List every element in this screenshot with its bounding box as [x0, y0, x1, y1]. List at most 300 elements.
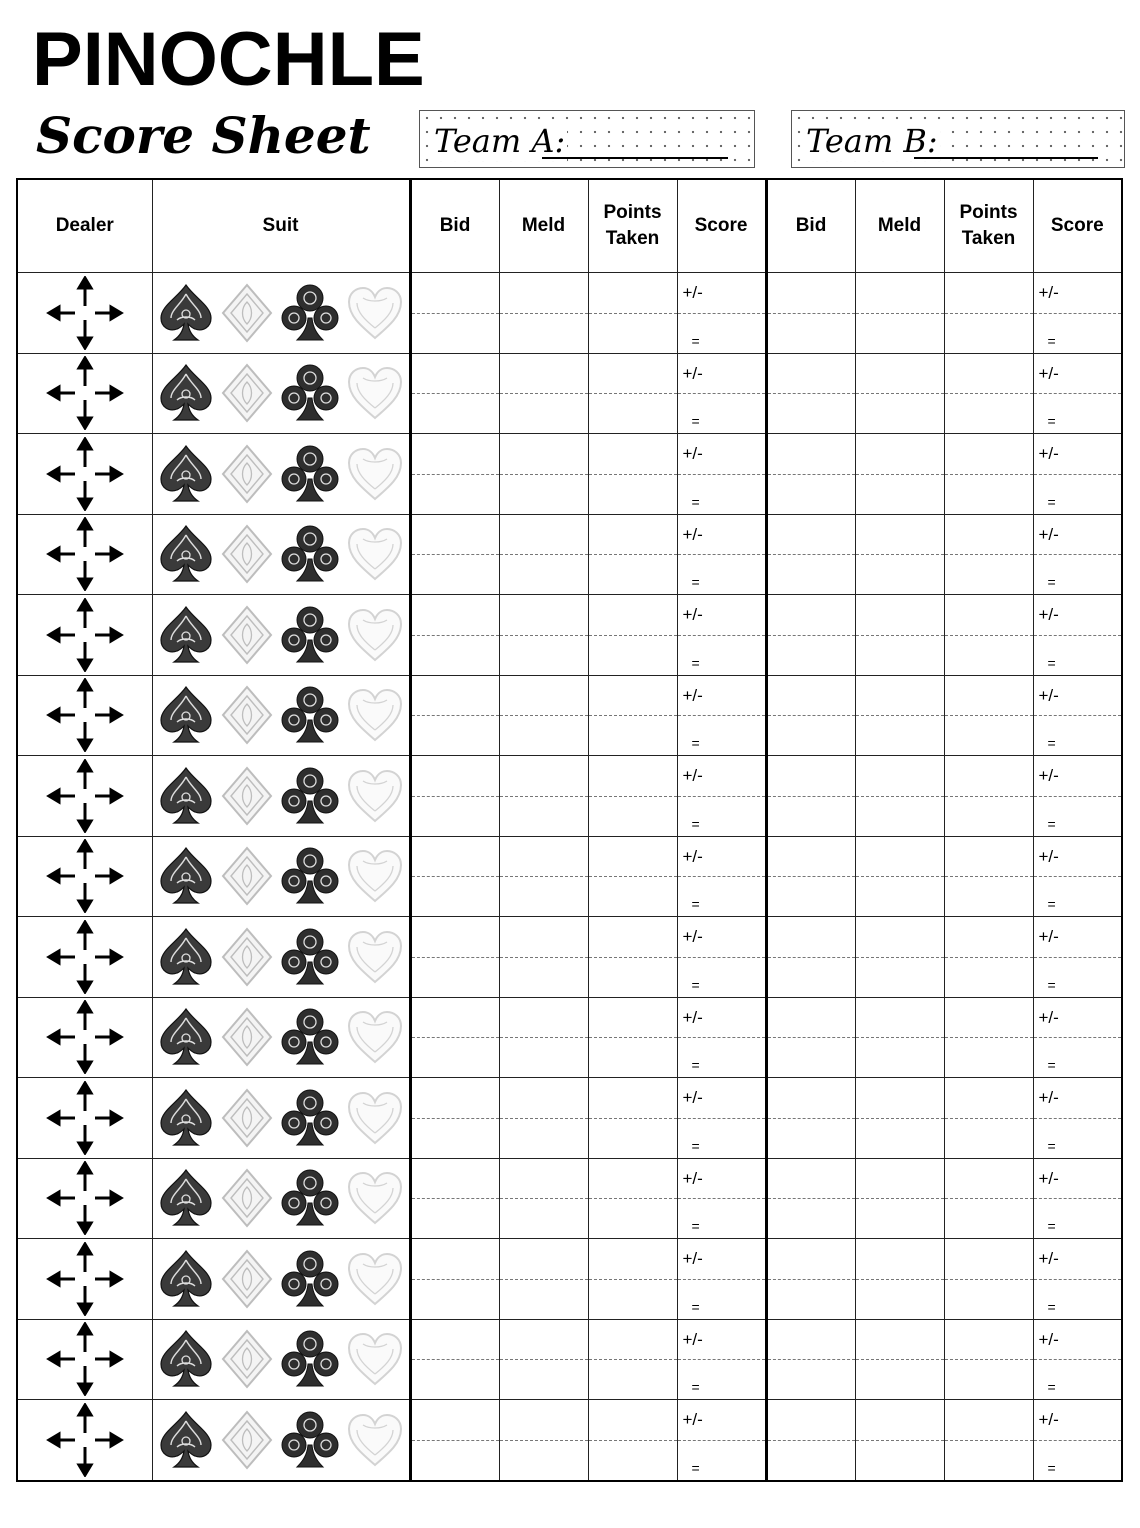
dealer-cell[interactable] — [17, 353, 152, 434]
team-a-score-cell[interactable] — [677, 675, 766, 756]
team-b-name-line[interactable] — [914, 157, 1098, 159]
spade-icon — [157, 523, 215, 585]
dealer-cell[interactable] — [17, 273, 152, 354]
spade-icon — [157, 282, 215, 344]
team-a-score-cell[interactable] — [677, 1078, 766, 1159]
diamond-icon — [219, 1409, 275, 1471]
diamond-icon — [219, 1087, 275, 1149]
table-row — [17, 1158, 1122, 1239]
plus-minus-label: +/- — [682, 363, 703, 383]
team-b-bid-cell[interactable] — [766, 1319, 855, 1400]
suit-cell[interactable] — [152, 756, 410, 837]
dealer-cell[interactable] — [17, 917, 152, 998]
team-a-meld-cell[interactable] — [499, 836, 588, 917]
equals-label: = — [1047, 896, 1056, 912]
team-b-meld-cell[interactable] — [855, 434, 944, 515]
club-icon — [279, 282, 341, 344]
dealer-compass-icon — [45, 437, 125, 511]
equals-label: = — [1047, 1218, 1056, 1234]
team-a-points-taken-cell[interactable] — [588, 1319, 677, 1400]
heart-icon — [345, 525, 405, 583]
team-b-bid-cell[interactable] — [766, 1158, 855, 1239]
spade-icon — [157, 926, 215, 988]
header-team-b-score: Score — [1033, 179, 1122, 273]
plus-minus-label: +/- — [1038, 846, 1059, 866]
team-a-meld-cell[interactable] — [499, 353, 588, 434]
team-b-points-taken-cell[interactable] — [944, 917, 1033, 998]
heart-icon — [345, 364, 405, 422]
team-b-bid-cell[interactable] — [766, 595, 855, 676]
team-b-points-taken-cell[interactable] — [944, 434, 1033, 515]
dealer-compass-icon — [45, 839, 125, 913]
team-a-points-taken-cell[interactable] — [588, 1078, 677, 1159]
heart-icon — [345, 1089, 405, 1147]
team-b-bid-cell[interactable] — [766, 1400, 855, 1481]
team-a-meld-cell[interactable] — [499, 917, 588, 998]
team-b-score-cell[interactable] — [1033, 273, 1122, 354]
diamond-icon — [219, 443, 275, 505]
plus-minus-label: +/- — [682, 927, 703, 946]
spade-icon — [157, 765, 215, 827]
equals-label: = — [1047, 654, 1056, 671]
equals-label: = — [1047, 1459, 1056, 1476]
team-a-points-taken-cell[interactable] — [588, 756, 677, 837]
team-a-meld-cell[interactable] — [499, 1078, 588, 1159]
equals-label: = — [1047, 815, 1056, 832]
diamond-icon — [219, 523, 275, 585]
dealer-compass-icon — [45, 1161, 125, 1235]
team-b-points-taken-cell[interactable] — [944, 273, 1033, 354]
plus-minus-label: +/- — [1038, 1410, 1059, 1429]
header-suit: Suit — [152, 179, 410, 273]
team-b-bid-cell[interactable] — [766, 836, 855, 917]
spade-icon — [157, 1248, 215, 1310]
team-b-meld-cell[interactable] — [855, 1319, 944, 1400]
heart-icon — [345, 1008, 405, 1066]
team-a-bid-cell[interactable] — [410, 836, 499, 917]
team-a-meld-cell[interactable] — [499, 434, 588, 515]
equals-label: = — [1047, 976, 1056, 993]
team-a-score-cell[interactable] — [677, 836, 766, 917]
header-team-b-meld: Meld — [855, 179, 944, 273]
spade-icon — [157, 684, 215, 746]
team-b-meld-cell[interactable] — [855, 595, 944, 676]
table-row — [17, 434, 1122, 515]
equals-label: = — [1047, 1057, 1056, 1073]
suit-cell[interactable] — [152, 514, 410, 595]
equals-label: = — [691, 735, 700, 751]
team-a-points-taken-cell[interactable] — [588, 273, 677, 354]
diamond-icon — [219, 362, 275, 424]
team-a-meld-cell[interactable] — [499, 273, 588, 354]
plus-minus-label: +/- — [682, 766, 703, 785]
team-a-meld-cell[interactable] — [499, 1158, 588, 1239]
heart-icon — [345, 606, 405, 664]
team-b-score-cell[interactable] — [1033, 1158, 1122, 1239]
team-a-score-cell[interactable] — [677, 1239, 766, 1320]
team-a-bid-cell[interactable] — [410, 434, 499, 515]
plus-minus-label: +/- — [682, 1329, 703, 1349]
plus-minus-label: +/- — [1038, 1088, 1059, 1107]
equals-label: = — [1047, 735, 1056, 751]
dealer-cell[interactable] — [17, 1239, 152, 1320]
team-b-bid-cell[interactable] — [766, 434, 855, 515]
dealer-cell[interactable] — [17, 514, 152, 595]
plus-minus-label: +/- — [682, 444, 703, 463]
plus-minus-label: +/- — [682, 1410, 703, 1429]
team-a-bid-cell[interactable] — [410, 595, 499, 676]
club-icon — [279, 1087, 341, 1149]
team-b-bid-cell[interactable] — [766, 756, 855, 837]
team-b-meld-cell[interactable] — [855, 997, 944, 1078]
header-team-a-bid: Bid — [410, 179, 499, 273]
equals-label: = — [1047, 1137, 1056, 1154]
equals-label: = — [691, 413, 700, 429]
heart-icon — [345, 686, 405, 744]
header-team-a-score: Score — [677, 179, 766, 273]
plus-minus-label: +/- — [1038, 605, 1059, 624]
dealer-compass-icon — [45, 1081, 125, 1155]
team-b-meld-cell[interactable] — [855, 1400, 944, 1481]
heart-icon — [345, 1250, 405, 1308]
team-a-score-cell[interactable] — [677, 997, 766, 1078]
team-b-meld-cell[interactable] — [855, 1078, 944, 1159]
team-a-bid-cell[interactable] — [410, 1158, 499, 1239]
team-b-points-taken-cell[interactable] — [944, 756, 1033, 837]
club-icon — [279, 362, 341, 424]
club-icon — [279, 604, 341, 666]
team-b-bid-cell[interactable] — [766, 1239, 855, 1320]
team-b-meld-cell[interactable] — [855, 273, 944, 354]
diamond-icon — [219, 845, 275, 907]
dealer-cell[interactable] — [17, 595, 152, 676]
table-row — [17, 756, 1122, 837]
diamond-icon — [219, 282, 275, 344]
dealer-compass-icon — [45, 356, 125, 430]
dealer-cell[interactable] — [17, 1158, 152, 1239]
dealer-compass-icon — [45, 1322, 125, 1396]
suit-cell[interactable] — [152, 836, 410, 917]
suit-cell[interactable] — [152, 1158, 410, 1239]
spade-icon — [157, 1409, 215, 1471]
suit-cell[interactable] — [152, 595, 410, 676]
suit-cell[interactable] — [152, 1078, 410, 1159]
diamond-icon — [219, 1006, 275, 1068]
team-b-meld-cell[interactable] — [855, 675, 944, 756]
team-b-bid-cell[interactable] — [766, 917, 855, 998]
plus-minus-label: +/- — [1038, 685, 1059, 705]
team-a-meld-cell[interactable] — [499, 756, 588, 837]
team-a-points-taken-cell[interactable] — [588, 997, 677, 1078]
team-a-points-taken-cell[interactable] — [588, 595, 677, 676]
team-a-bid-cell[interactable] — [410, 1078, 499, 1159]
table-row — [17, 1400, 1122, 1481]
header-team-a-meld: Meld — [499, 179, 588, 273]
spade-icon — [157, 604, 215, 666]
table-row — [17, 1078, 1122, 1159]
team-b-points-taken-cell[interactable] — [944, 353, 1033, 434]
team-b-bid-cell[interactable] — [766, 675, 855, 756]
equals-label: = — [1047, 1379, 1056, 1395]
spade-icon — [157, 443, 215, 505]
plus-minus-label: +/- — [1038, 444, 1059, 463]
team-b-score-cell[interactable] — [1033, 1239, 1122, 1320]
equals-label: = — [691, 1137, 700, 1154]
dealer-cell[interactable] — [17, 1400, 152, 1481]
suit-cell[interactable] — [152, 997, 410, 1078]
team-a-points-taken-cell[interactable] — [588, 1400, 677, 1481]
equals-label: = — [691, 1057, 700, 1073]
equals-label: = — [691, 493, 700, 510]
team-b-score-cell[interactable] — [1033, 997, 1122, 1078]
team-b-score-cell[interactable] — [1033, 595, 1122, 676]
plus-minus-label: +/- — [682, 685, 703, 705]
table-row — [17, 514, 1122, 595]
team-a-score-cell[interactable] — [677, 1400, 766, 1481]
plus-minus-label: +/- — [682, 1249, 703, 1268]
team-b-score-cell[interactable] — [1033, 917, 1122, 998]
equals-label: = — [691, 1218, 700, 1234]
team-a-score-cell[interactable] — [677, 1319, 766, 1400]
plus-minus-label: +/- — [682, 283, 703, 302]
club-icon — [279, 926, 341, 988]
equals-label: = — [1047, 493, 1056, 510]
heart-icon — [345, 445, 405, 503]
team-b-label: Team B: — [806, 122, 938, 160]
spade-icon — [157, 1167, 215, 1229]
plus-minus-label: +/- — [682, 605, 703, 624]
team-a-meld-cell[interactable] — [499, 997, 588, 1078]
header-team-b-bid: Bid — [766, 179, 855, 273]
suit-cell[interactable] — [152, 675, 410, 756]
team-b-points-taken-cell[interactable] — [944, 675, 1033, 756]
club-icon — [279, 1248, 341, 1310]
team-a-bid-cell[interactable] — [410, 917, 499, 998]
dealer-compass-icon — [45, 1242, 125, 1316]
club-icon — [279, 523, 341, 585]
team-a-points-taken-cell[interactable] — [588, 675, 677, 756]
team-a-label: Team A: — [434, 122, 566, 160]
team-a-bid-cell[interactable] — [410, 756, 499, 837]
team-a-points-taken-cell[interactable] — [588, 836, 677, 917]
team-b-points-taken-cell[interactable] — [944, 997, 1033, 1078]
team-a-bid-cell[interactable] — [410, 1400, 499, 1481]
team-a-score-cell[interactable] — [677, 917, 766, 998]
team-a-points-taken-cell[interactable] — [588, 353, 677, 434]
plus-minus-label: +/- — [1038, 1168, 1059, 1188]
heart-icon — [345, 1169, 405, 1227]
dealer-cell[interactable] — [17, 1319, 152, 1400]
team-a-bid-cell[interactable] — [410, 353, 499, 434]
spade-icon — [157, 1087, 215, 1149]
team-b-score-cell[interactable] — [1033, 1319, 1122, 1400]
team-b-points-taken-cell[interactable] — [944, 836, 1033, 917]
suit-cell[interactable] — [152, 434, 410, 515]
plus-minus-label: +/- — [682, 1168, 703, 1188]
team-b-meld-cell[interactable] — [855, 917, 944, 998]
club-icon — [279, 845, 341, 907]
suit-cell[interactable] — [152, 1400, 410, 1481]
plus-minus-label: +/- — [682, 846, 703, 866]
team-b-points-taken-cell[interactable] — [944, 514, 1033, 595]
team-b-meld-cell[interactable] — [855, 1239, 944, 1320]
diamond-icon — [219, 1328, 275, 1390]
club-icon — [279, 1006, 341, 1068]
team-b-bid-cell[interactable] — [766, 1078, 855, 1159]
page-subtitle: Score Sheet — [36, 106, 371, 165]
club-icon — [279, 684, 341, 746]
spade-icon — [157, 845, 215, 907]
club-icon — [279, 1409, 341, 1471]
equals-label: = — [1047, 413, 1056, 429]
equals-label: = — [691, 1459, 700, 1476]
dealer-cell[interactable] — [17, 675, 152, 756]
diamond-icon — [219, 1167, 275, 1229]
heart-icon — [345, 284, 405, 342]
dealer-cell[interactable] — [17, 1078, 152, 1159]
team-b-points-taken-cell[interactable] — [944, 1239, 1033, 1320]
team-b-score-cell[interactable] — [1033, 836, 1122, 917]
equals-label: = — [691, 896, 700, 912]
plus-minus-label: +/- — [682, 1088, 703, 1107]
diamond-icon — [219, 684, 275, 746]
header-row — [17, 179, 1122, 273]
team-b-score-cell[interactable] — [1033, 434, 1122, 515]
team-b-score-cell[interactable] — [1033, 514, 1122, 595]
team-a-score-cell[interactable] — [677, 595, 766, 676]
table-row — [17, 273, 1122, 354]
team-a-bid-cell[interactable] — [410, 675, 499, 756]
table-row — [17, 675, 1122, 756]
team-a-meld-cell[interactable] — [499, 514, 588, 595]
team-a-points-taken-cell[interactable] — [588, 514, 677, 595]
dealer-compass-icon — [45, 920, 125, 994]
dealer-compass-icon — [45, 1403, 125, 1477]
diamond-icon — [219, 1248, 275, 1310]
team-b-points-taken-cell[interactable] — [944, 1400, 1033, 1481]
heart-icon — [345, 1411, 405, 1469]
team-a-score-cell[interactable] — [677, 273, 766, 354]
dealer-compass-icon — [45, 1000, 125, 1074]
equals-label: = — [691, 332, 700, 349]
table-row — [17, 997, 1122, 1078]
plus-minus-label: +/- — [1038, 524, 1059, 544]
plus-minus-label: +/- — [1038, 766, 1059, 785]
club-icon — [279, 1328, 341, 1390]
team-a-bid-cell[interactable] — [410, 273, 499, 354]
team-a-points-taken-cell[interactable] — [588, 434, 677, 515]
score-table — [16, 178, 1123, 1482]
team-a-meld-cell[interactable] — [499, 1239, 588, 1320]
team-b-bid-cell[interactable] — [766, 353, 855, 434]
suit-cell[interactable] — [152, 917, 410, 998]
team-b-bid-cell[interactable] — [766, 273, 855, 354]
team-a-meld-cell[interactable] — [499, 595, 588, 676]
diamond-icon — [219, 765, 275, 827]
table-row — [17, 917, 1122, 998]
page-title: PINOCHLE — [32, 17, 425, 102]
plus-minus-label: +/- — [1038, 1329, 1059, 1349]
team-b-meld-cell[interactable] — [855, 1158, 944, 1239]
dealer-cell[interactable] — [17, 756, 152, 837]
suit-cell[interactable] — [152, 353, 410, 434]
dealer-compass-icon — [45, 759, 125, 833]
team-a-bid-cell[interactable] — [410, 514, 499, 595]
equals-label: = — [691, 574, 700, 590]
team-b-score-cell[interactable] — [1033, 1400, 1122, 1481]
team-b-points-taken-cell[interactable] — [944, 595, 1033, 676]
team-a-points-taken-cell[interactable] — [588, 1239, 677, 1320]
team-a-bid-cell[interactable] — [410, 1239, 499, 1320]
suit-cell[interactable] — [152, 1319, 410, 1400]
dealer-cell[interactable] — [17, 997, 152, 1078]
team-a-score-cell[interactable] — [677, 756, 766, 837]
heart-icon — [345, 767, 405, 825]
spade-icon — [157, 1006, 215, 1068]
suit-cell[interactable] — [152, 1239, 410, 1320]
team-a-score-cell[interactable] — [677, 434, 766, 515]
team-b-bid-cell[interactable] — [766, 514, 855, 595]
equals-label: = — [1047, 332, 1056, 349]
team-b-meld-cell[interactable] — [855, 756, 944, 837]
team-a-score-cell[interactable] — [677, 1158, 766, 1239]
suit-cell[interactable] — [152, 273, 410, 354]
team-a-meld-cell[interactable] — [499, 1319, 588, 1400]
equals-label: = — [1047, 1298, 1056, 1315]
club-icon — [279, 443, 341, 505]
team-b-points-taken-cell[interactable] — [944, 1078, 1033, 1159]
team-b-score-cell[interactable] — [1033, 353, 1122, 434]
team-a-points-taken-cell[interactable] — [588, 917, 677, 998]
team-b-box — [791, 110, 1125, 168]
team-a-score-cell[interactable] — [677, 514, 766, 595]
team-b-bid-cell[interactable] — [766, 997, 855, 1078]
dealer-cell[interactable] — [17, 434, 152, 515]
table-row — [17, 1239, 1122, 1320]
equals-label: = — [691, 815, 700, 832]
team-a-meld-cell[interactable] — [499, 675, 588, 756]
team-b-score-cell[interactable] — [1033, 756, 1122, 837]
team-a-score-cell[interactable] — [677, 353, 766, 434]
team-b-score-cell[interactable] — [1033, 1078, 1122, 1159]
dealer-cell[interactable] — [17, 836, 152, 917]
team-a-meld-cell[interactable] — [499, 1400, 588, 1481]
team-b-points-taken-cell[interactable] — [944, 1319, 1033, 1400]
spade-icon — [157, 1328, 215, 1390]
header-dealer: Dealer — [17, 179, 152, 273]
heart-icon — [345, 1330, 405, 1388]
header-team-a-points-taken: Points Taken — [588, 179, 677, 273]
team-b-points-taken-cell[interactable] — [944, 1158, 1033, 1239]
dealer-compass-icon — [45, 678, 125, 752]
team-a-name-line[interactable] — [542, 157, 728, 159]
heart-icon — [345, 847, 405, 905]
table-row — [17, 353, 1122, 434]
team-b-meld-cell[interactable] — [855, 836, 944, 917]
team-a-points-taken-cell[interactable] — [588, 1158, 677, 1239]
dealer-compass-icon — [45, 598, 125, 672]
table-row — [17, 1319, 1122, 1400]
diamond-icon — [219, 604, 275, 666]
dealer-compass-icon — [45, 517, 125, 591]
team-a-bid-cell[interactable] — [410, 1319, 499, 1400]
team-b-score-cell[interactable] — [1033, 675, 1122, 756]
team-b-meld-cell[interactable] — [855, 514, 944, 595]
equals-label: = — [691, 1298, 700, 1315]
equals-label: = — [691, 654, 700, 671]
team-a-bid-cell[interactable] — [410, 997, 499, 1078]
team-b-meld-cell[interactable] — [855, 353, 944, 434]
